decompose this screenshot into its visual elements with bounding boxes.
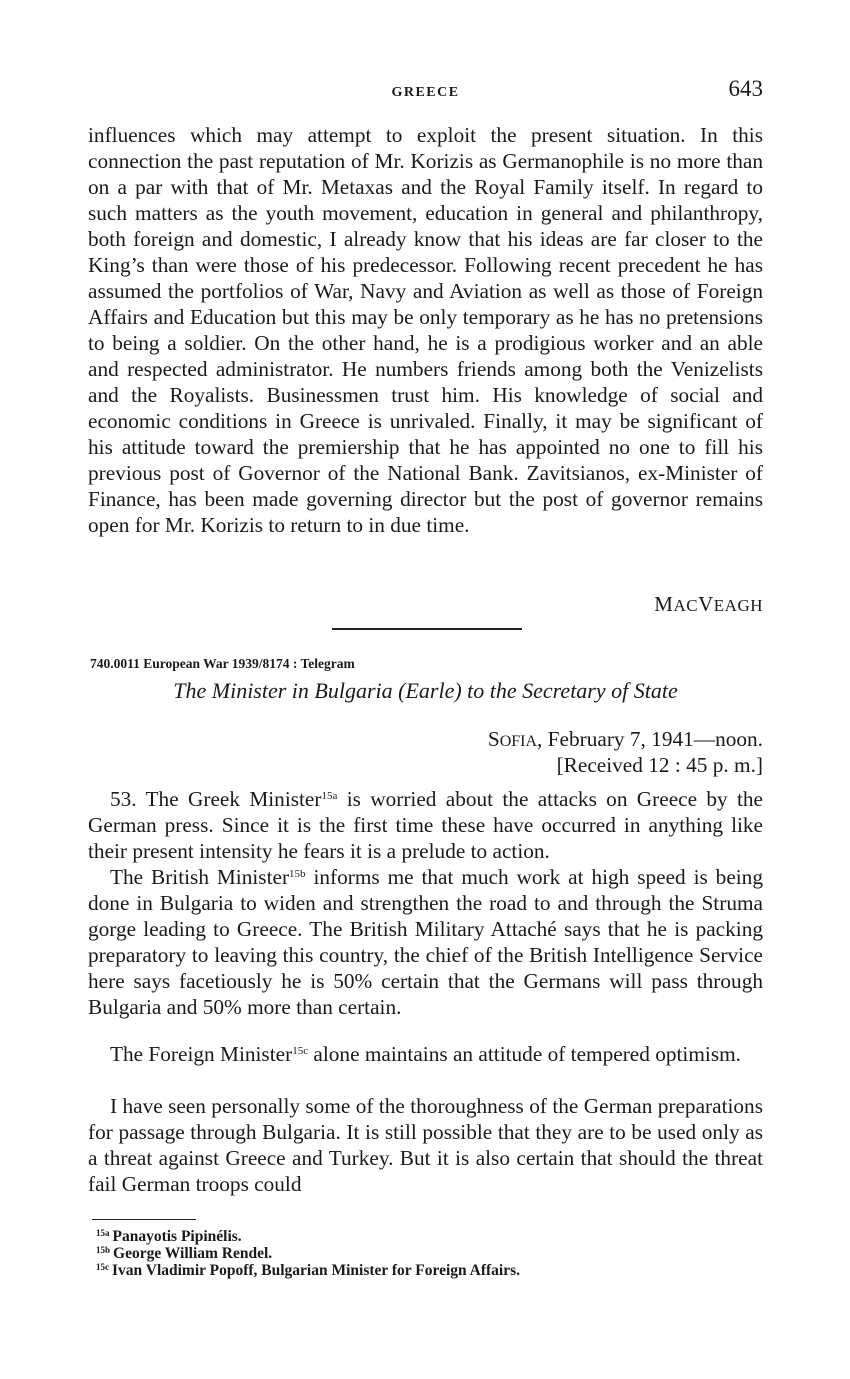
paragraph-3-text: alone maintains an attitude of tempered optimism. bbox=[313, 1042, 742, 1066]
footnote-mark: 15b bbox=[96, 1245, 111, 1255]
footnote-text: Panayotis Pipinélis. bbox=[112, 1228, 242, 1245]
running-head bbox=[88, 76, 763, 110]
footnote-ref-15a: 15a bbox=[321, 790, 338, 802]
footnote-15a bbox=[96, 1228, 756, 1245]
dateline bbox=[88, 727, 763, 752]
dateline-date: , February 7, 1941—noon. bbox=[537, 727, 763, 751]
paragraph-2-text: informs me that much work at high speed is being done in Bulgaria to widen and strengthen the road to and through the Struma gorge leading to Greece. The British Military Attaché says that he is packing preparatory to leaving this country, the chief of the British Intelligence Service here says facetiously he is 50% certain that the Germans will pass through Bulgaria and 50% more than certain. bbox=[88, 865, 763, 1019]
footnotes bbox=[96, 1228, 756, 1279]
footnote-ref-15b: 15b bbox=[289, 868, 306, 880]
paragraph-2-lead: The British Minister bbox=[110, 865, 290, 889]
signature-initial-m: M bbox=[654, 592, 674, 616]
paragraph-4: I have seen personally some of the thoroughness of the German preparations for passage through Bulgaria. It is still possible that they are to be used only as a threat against Greece and Turkey. But it is also certain that should the threat fail German troops could bbox=[88, 1094, 763, 1196]
received-stamp: [Received 12 : 45 p. m.] bbox=[556, 753, 763, 777]
paragraph-3 bbox=[88, 1041, 763, 1067]
footnote-mark: 15a bbox=[96, 1228, 110, 1238]
footnote-text: Ivan Vladimir Popoff, Bulgarian Minister for Foreign Affairs. bbox=[112, 1262, 521, 1279]
document-title: The Minister in Bulgaria (Earle) to the Secretary of State bbox=[173, 678, 678, 703]
footnote-ref-15c: 15c bbox=[292, 1045, 309, 1057]
signature bbox=[654, 592, 763, 617]
paragraph-1 bbox=[88, 786, 763, 864]
section-divider bbox=[332, 628, 522, 630]
footnote-15b bbox=[96, 1245, 756, 1262]
signature-initial-v: V bbox=[698, 592, 714, 616]
signature-part-ac: AC bbox=[673, 596, 699, 615]
dateline-place-rest: OFIA bbox=[499, 733, 538, 750]
footnote-divider bbox=[92, 1219, 196, 1220]
footnote-mark: 15c bbox=[96, 1262, 109, 1272]
paragraph-1-lead: 53. The Greek Minister bbox=[110, 787, 322, 811]
paragraph-2 bbox=[88, 864, 763, 1020]
continued-paragraph: influences which may attempt to exploit the present situation. In this connection the past reputation of Mr. Korizis as Germanophile is no more than on a par with that of Mr. Metaxas and the Royal Family itself. In regard to such matters as the youth movement, education in general and philanthropy, both foreign and domestic, I already know that his ideas are far closer to the King’s than were those of his predecessor. Following recent precedent he has assumed the portfolios of War, Navy and Aviation as well as those of Foreign Affairs and Education but this may be only temporary as he has no pretensions to being a soldier. On the other hand, he is a prodigious worker and an able and respected administrator. He numbers friends among both the Venizelists and the Royalists. Businessmen trust him. His knowledge of social and economic conditions in Greece is unrivaled. Finally, it may be significant of his attitude toward the premiership that he has appointed no one to fill his previous post of Governor of the National Bank. Zavitsianos, ex-Minister of Finance, has been made governing director but the post of governor remains open for Mr. Korizis to return to in due time. bbox=[88, 123, 763, 537]
dateline-place-initial: S bbox=[487, 727, 500, 751]
footnote-15c bbox=[96, 1262, 756, 1279]
signature-part-eagh: EAGH bbox=[713, 596, 763, 615]
footnote-text: George William Rendel. bbox=[113, 1245, 273, 1262]
paragraph-3-lead: The Foreign Minister bbox=[110, 1042, 293, 1066]
running-head-title: GREECE bbox=[391, 85, 460, 100]
paragraph-1-text: is worried about the attacks on Greece by the German press. Since it is the first time these have occurred in anything like their present intensity he fears it is a prelude to action. bbox=[88, 787, 764, 863]
file-reference: 740.0011 European War 1939/8174 : Telegram bbox=[90, 656, 355, 671]
page-number: 643 bbox=[728, 76, 763, 101]
